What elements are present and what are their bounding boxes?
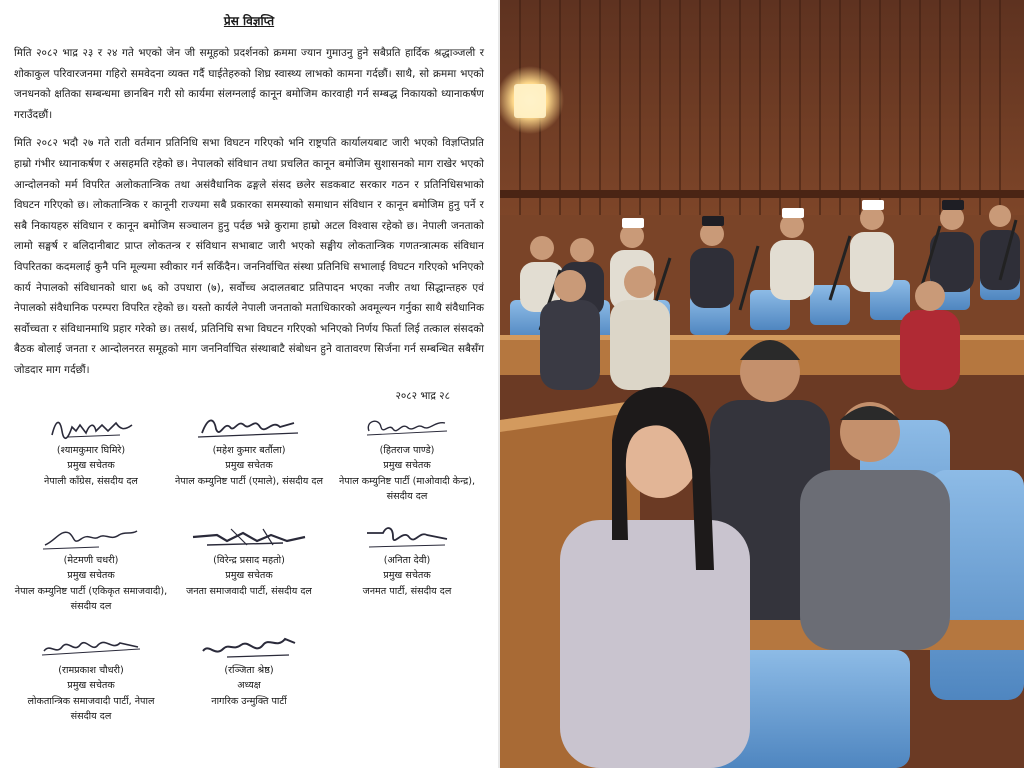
signature-mark bbox=[14, 517, 168, 553]
signatories-grid bbox=[14, 407, 484, 727]
signatory-role: प्रमुख सचेतक bbox=[383, 460, 431, 471]
signature-mark bbox=[330, 407, 484, 443]
signatory-name: (हितराज पाण्डे) bbox=[379, 444, 435, 456]
signatory-organization: नेपाल कम्युनिष्ट पार्टी (एकिकृत समाजवादी), संसदीय दल bbox=[14, 585, 168, 612]
signatory-organization: जनमत पार्टी, संसदीय दल bbox=[362, 585, 452, 597]
signature-mark bbox=[14, 627, 168, 663]
document-date: २०८२ भाद्र २८ bbox=[395, 389, 450, 402]
signatory-name: (विरेन्द्र प्रसाद महतो) bbox=[213, 554, 285, 566]
signatory-organization: नेपाली काँग्रेस, संसदीय दल bbox=[44, 475, 138, 487]
signatory-role: प्रमुख सचेतक bbox=[67, 680, 115, 691]
signature-mark bbox=[172, 627, 326, 663]
signatory-block bbox=[172, 627, 326, 727]
signatory-organization: नेपाल कम्युनिष्ट पार्टी (माओवादी केन्द्र), संसदीय दल bbox=[338, 475, 476, 502]
signatory-organization: लोकतान्त्रिक समाजवादी पार्टी, नेपाल संसदीय दल bbox=[27, 695, 155, 722]
signatory-name: (मेटमणी चधरी) bbox=[63, 554, 119, 566]
paragraph-condolence: मिति २०८२ भाद्र २३ र २४ गते भएको जेन जी समूहको प्रदर्शनको क्रममा ज्यान गुमाउनु हुने सबैप्रति हार्दिक श्रद्धाञ्जली र शोकाकुल परिवारजनमा गहिरो समवेदना व्यक्त गर्दै घाईतेहरुको शिघ्र स्वास्थ्य लाभको कामना गर्दछौं। साथै, सो क्रममा भएको जनधनको क्षतिका सम्बन्धमा छानबिन गरी सो कार्यमा संलग्नलाई कानून बमोजिम कारवाही गर्न सम्बद्ध निकायको ध्यानाकर्षण गराउँदछौं। bbox=[14, 47, 484, 121]
signatory-organization: जनता समाजवादी पार्टी, संसदीय दल bbox=[186, 585, 312, 597]
signatory-block bbox=[172, 517, 326, 625]
parliament-session-photo bbox=[500, 0, 1024, 768]
signatory-name: (रामप्रकाश चौधरी) bbox=[58, 664, 124, 676]
signatory-organization: नेपाल कम्युनिष्ट पार्टी (एमाले), संसदीय दल bbox=[174, 475, 323, 487]
wall-ledge bbox=[500, 190, 1024, 198]
signatory-name: (रञ्जिता श्रेष्ठ) bbox=[224, 664, 274, 676]
signatory-block bbox=[330, 407, 484, 515]
signatory-block bbox=[14, 517, 168, 625]
signature-mark bbox=[330, 517, 484, 553]
lamp-fixture bbox=[514, 84, 546, 118]
signature-mark bbox=[172, 517, 326, 553]
photo-illustration bbox=[500, 0, 1024, 768]
document-title: प्रेस विज्ञप्ति bbox=[223, 14, 275, 28]
signature-mark bbox=[172, 407, 326, 443]
signatory-role: प्रमुख सचेतक bbox=[225, 570, 273, 581]
signatory-name: (श्यामकुमार घिमिरे) bbox=[56, 444, 126, 456]
signatory-role: प्रमुख सचेतक bbox=[383, 570, 431, 581]
signatory-role: प्रमुख सचेतक bbox=[67, 460, 115, 471]
paragraph-dissolution-objection: मिति २०८२ भदौ २७ गते राती वर्तमान प्रतिनिधि सभा विघटन गरिएको भनि राष्ट्रपति कार्यालयबाट जारी भएको विज्ञप्तिप्रति हाम्रो गंभीर ध्यानाकर्षण र असहमति रहेको छ। नेपालको संविधान तथा प्रचलित कानून बमोजिम सुशासनको माग राखेर भएको आन्दोलनको मर्म विपरित अलोकतान्त्रिक तथा असंवैधानिक ढङ्गले संसद छलेर सडकबाट सरकार गठन र प्रतिनिधिसभाको विघटन गरिएको छ। लोकतान्त्रिक र कानूनी राज्यमा सबै प्रकारका समस्याको समाधान संविधान र कानून बमोजिम हुनु पर्ने र सबै निकायहरु संविधान र कानून बमोजिम सञ्चालन हुनु पर्दछ भन्ने कुरामा हाम्रो अटल विश्वास रहेको छ। नेपाली जनताको लामो सङ्घर्ष र बलिदानीबाट प्राप्त लोकतन्त्र र संविधान सभाबाट जारी भएको सङ्घीय लोकतान्त्रिक गणतन्त्रात्मक संविधान विपरितका कदमलाई कुनै पनि मूल्यमा स्वीकार गर्न सकिँदैन। जननिर्वाचित संस्था प्रतिनिधि सभालाई विघटन गरिएको भनिएको कार्य नेपालको संविधानको धारा ७६ को उपधारा (७), सर्वोच्च अदालतबाट प्रतिपादन भएका नजीर तथा सिद्धान्तहरु एवं नेपालको संवैधानिक परम्परा विपरित रहेको छ। यस्तो कार्यले नेपाली जनताको मताधिकारको अवमूल्यन गर्नुका साथै संवैधानिक सर्वोच्चता र संविधानमाथि प्रहार गरेको छ। तसर्थ, प्रतिनिधि सभा विघटन गरिएको भनिएको निर्णय फिर्ता लिई तत्काल संसदको बैठक बोलाई जनता र आन्दोलनरत समूहको माग जननिर्वाचित संस्थाबाटै संबोधन हुने वातावरण सिर्जना गर्न सम्बन्धित सबैसँग जोडदार माग गर्दछौं। bbox=[14, 137, 484, 376]
signatory-block bbox=[14, 627, 168, 727]
signatory-block bbox=[14, 407, 168, 515]
signatory-organization: नागरिक उन्मुक्ति पार्टी bbox=[211, 695, 287, 707]
signatory-role: प्रमुख सचेतक bbox=[67, 570, 115, 581]
signature-mark bbox=[14, 407, 168, 443]
signatory-role: प्रमुख सचेतक bbox=[225, 460, 273, 471]
signatory-block bbox=[172, 407, 326, 515]
signatory-block bbox=[330, 517, 484, 625]
signatory-name: (अनिता देवी) bbox=[383, 554, 431, 566]
press-release-document bbox=[0, 0, 498, 768]
signatory-name: (महेश कुमार बर्तौला) bbox=[212, 444, 286, 456]
signatory-role: अध्यक्ष bbox=[237, 680, 261, 691]
